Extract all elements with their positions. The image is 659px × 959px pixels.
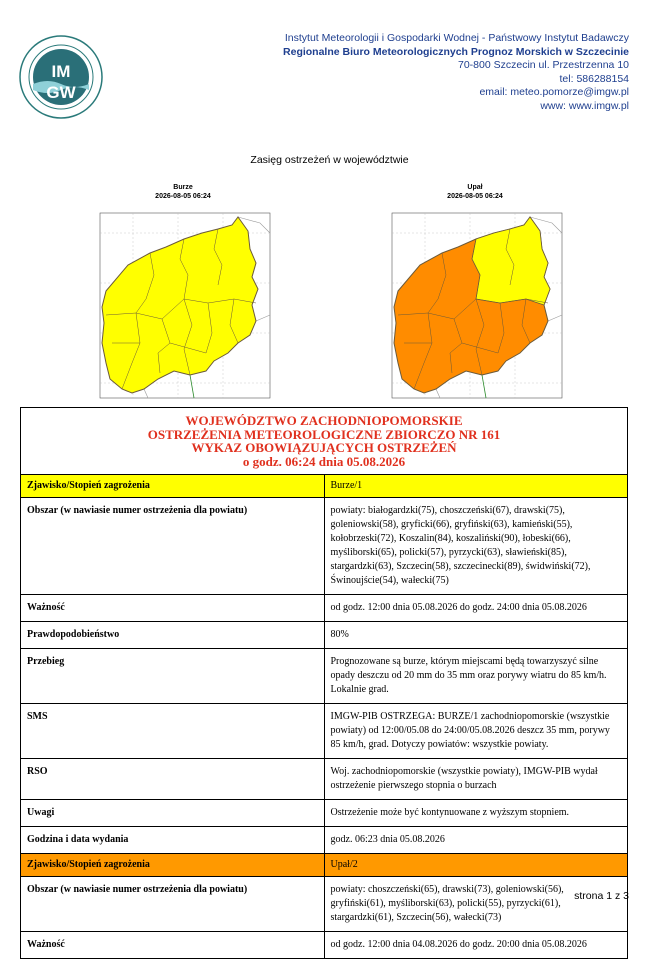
map-heat-title: Upał bbox=[467, 184, 483, 191]
org-address: 70-800 Szczecin ul. Przestrzenna 10 bbox=[457, 59, 629, 71]
w1-area-label: Obszar (w nawiasie numer ostrzeżenia dla powiatu) bbox=[21, 498, 325, 595]
w1-validity-value: od godz. 12:00 dnia 05.08.2026 do godz. 24:00 dnia 05.08.2026 bbox=[324, 595, 628, 622]
w1-phenomenon-value: Burze/1 bbox=[324, 475, 628, 498]
w1-issued-row bbox=[21, 827, 628, 854]
w2-area-row bbox=[21, 877, 628, 932]
page-number: strona 1 z 3 bbox=[574, 890, 629, 902]
map-heat-date: 2026-08-05 06:24 bbox=[447, 192, 503, 200]
w1-rso-row bbox=[21, 759, 628, 800]
map-storms-date: 2026-08-05 06:24 bbox=[155, 192, 211, 200]
w2-area-label: Obszar (w nawiasie numer ostrzeżenia dla powiatu) bbox=[21, 877, 325, 932]
w2-validity-row bbox=[21, 932, 628, 959]
w1-issued-value: godz. 06:23 dnia 05.08.2026 bbox=[324, 827, 628, 854]
w1-probability-value: 80% bbox=[324, 622, 628, 649]
map-storms-image bbox=[88, 203, 278, 408]
org-office: Regionalne Biuro Meteorologicznych Prognoz Morskich w Szczecinie bbox=[283, 45, 629, 58]
w2-area-value: powiaty: choszczeński(65), drawski(73), goleniowski(56), gryfiński(61), myśliborski(63), policki(55), pyrzycki(61), stargardzki(61), Szczecin(56), wałecki(73) bbox=[324, 877, 628, 932]
header-time: o godz. 06:24 dnia 05.08.2026 bbox=[242, 453, 406, 469]
org-website: www: www.imgw.pl bbox=[540, 99, 629, 112]
logo-text-bottom: GW bbox=[46, 83, 76, 102]
w1-sms-label: SMS bbox=[21, 704, 325, 759]
w2-phenomenon-label: Zjawisko/Stopień zagrożenia bbox=[21, 854, 325, 877]
org-email: email: meteo.pomorze@imgw.pl bbox=[479, 86, 629, 98]
imgw-logo bbox=[18, 34, 104, 120]
w1-notes-row bbox=[21, 800, 628, 827]
header-bulletin: OSTRZEŻENIA METEOROLOGICZNE ZBIORCZO NR 161 bbox=[147, 426, 501, 442]
w1-rso-label: RSO bbox=[21, 759, 325, 800]
w1-course-value: Prognozowane są burze, którym miejscami będą towarzyszyć silne opady deszczu od 20 mm do 35 mm oraz porywy wiatru do 85 km/h. Lokalnie grad. bbox=[324, 649, 628, 704]
warnings-header bbox=[21, 408, 628, 475]
w1-course-label: Przebieg bbox=[21, 649, 325, 704]
w1-probability-label: Prawdopodobieństwo bbox=[21, 622, 325, 649]
org-phone: tel: 586288154 bbox=[559, 72, 629, 85]
w1-sms-value: IMGW-PIB OSTRZEGA: BURZE/1 zachodniopomorskie (wszystkie powiaty) od 12:00/05.08 do 24:00/05.08.2026 deszcz 35 mm, porywy 85 km/h, grad. Dotyczy powiatów: wszystkie powiaty. bbox=[324, 704, 628, 759]
header-list: WYKAZ OBOWIĄZUJĄCYCH OSTRZEŻEŃ bbox=[191, 440, 457, 455]
map-heat bbox=[380, 184, 570, 408]
logo-text-top: IM bbox=[51, 62, 71, 81]
org-name: Instytut Meteorologii i Gospodarki Wodnej - Państwowy Instytut Badawczy bbox=[284, 32, 629, 44]
map-storms bbox=[88, 184, 278, 408]
header-region: WOJEWÓDZTWO ZACHODNIOPOMORSKIE bbox=[185, 413, 463, 428]
w1-probability-row bbox=[21, 622, 628, 649]
map-heat-image bbox=[380, 203, 570, 408]
w1-area-row bbox=[21, 498, 628, 595]
range-title: Zasięg ostrzeżeń w województwie bbox=[250, 154, 409, 166]
w1-notes-value: Ostrzeżenie może być kontynuowane z wyższym stopniem. bbox=[324, 800, 628, 827]
organization-header bbox=[283, 32, 629, 113]
w1-area-value: powiaty: białogardzki(75), choszczeński(67), drawski(75), goleniowski(58), gryficki(66), gryfiński(63), kamieński(55), kołobrzeski(72), Koszalin(84), koszaliński(90), łobeski(66), myśliborski(65), policki(57), pyrzycki(63), sławieński(85), stargardzki(63), Szczecin(58), szczecinecki(89), świdwiński(72), Świnoujście(54), wałecki(75) bbox=[324, 498, 628, 595]
w1-course-row bbox=[21, 649, 628, 704]
w1-issued-label: Godzina i data wydania bbox=[21, 827, 325, 854]
w1-sms-row bbox=[21, 704, 628, 759]
map-storms-title: Burze bbox=[173, 184, 193, 191]
warnings-table bbox=[20, 407, 628, 959]
w1-validity-label: Ważność bbox=[21, 595, 325, 622]
w1-rso-value: Woj. zachodniopomorskie (wszystkie powiaty), IMGW-PIB wydał ostrzeżenie pierwszego stopnia o burzach bbox=[324, 759, 628, 800]
w1-notes-label: Uwagi bbox=[21, 800, 325, 827]
w2-validity-label: Ważność bbox=[21, 932, 325, 959]
w1-phenomenon-label: Zjawisko/Stopień zagrożenia bbox=[21, 475, 325, 498]
w1-phenomenon-row bbox=[21, 475, 628, 498]
w2-phenomenon-value: Upał/2 bbox=[324, 854, 628, 877]
w2-validity-value: od godz. 12:00 dnia 04.08.2026 do godz. 20:00 dnia 05.08.2026 bbox=[324, 932, 628, 959]
w2-phenomenon-row bbox=[21, 854, 628, 877]
w1-validity-row bbox=[21, 595, 628, 622]
